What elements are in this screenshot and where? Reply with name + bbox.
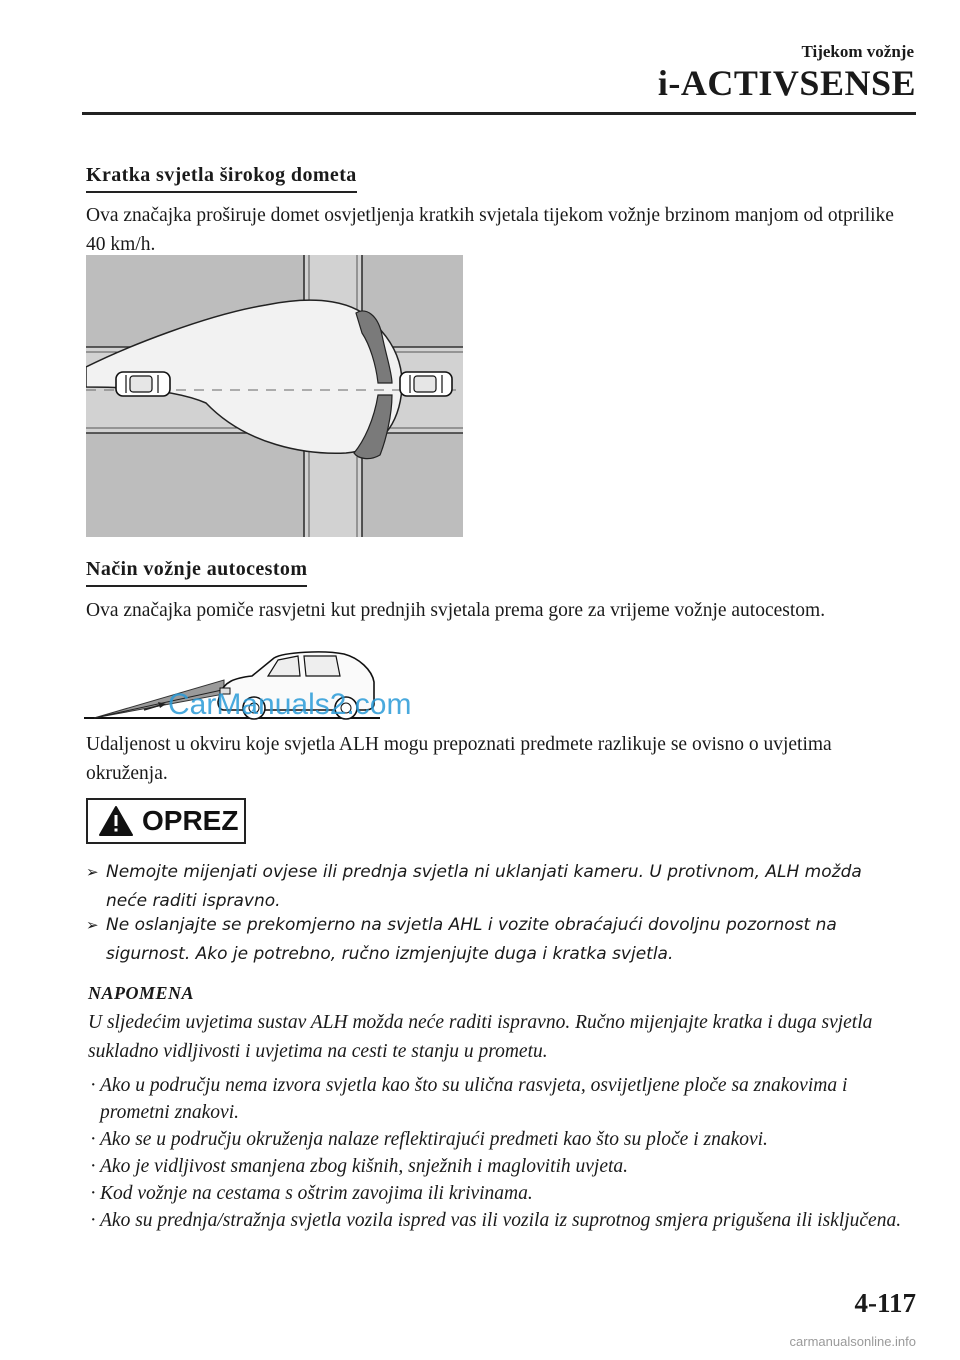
intersection-illustration	[86, 255, 463, 537]
caution-item-text: Ne oslanjajte se prekomjerno na svjetla AHL i vozite obraćajući dovoljnu pozornost na sigurnost. Ako je potrebno, ručno izmjenjujte duga i kratka svjetla.	[106, 915, 837, 964]
caution-item	[86, 858, 906, 916]
section-body-motorway-mode: Ova značajka pomiče rasvjetni kut prednjih svjetala prema gore za vrijeme vožnje autocestom.	[86, 600, 826, 621]
page-number: 4-117	[854, 1288, 916, 1318]
note-bullet	[88, 1072, 908, 1126]
note-bullet	[88, 1153, 908, 1180]
caution-label: OPREZ	[142, 805, 239, 836]
footer-watermark: carmanualsonline.info	[789, 1334, 916, 1349]
header-section-label: Tijekom vožnje	[801, 42, 914, 61]
caution-item	[86, 911, 906, 969]
note-bullet-text: Ako se u području okruženja nalaze reflektirajući predmeti kao što su ploče i znakovi.	[100, 1129, 768, 1150]
caution-badge	[86, 798, 246, 844]
bullet-dot-icon: ·	[90, 1156, 97, 1177]
watermark-text: CarManuals2.com	[168, 688, 412, 721]
note-bullet-text: Ako je vidljivost smanjena zbog kišnih, snježnih i maglovitih uvjeta.	[100, 1156, 629, 1177]
header-chapter-title: i-ACTIVSENSE	[657, 63, 916, 103]
note-bullet-text: Kod vožnje na cestama s oštrim zavojima ili krivinama.	[100, 1183, 533, 1204]
note-bullet-text: Ako su prednja/stražnja svjetla vozila ispred vas ili vozila iz suprotnog smjera prigušena ili isključena.	[100, 1210, 902, 1231]
section-title-motorway-mode: Način vožnje autocestom	[86, 558, 307, 587]
bullet-dot-icon: ·	[90, 1210, 97, 1231]
note-bullet	[88, 1180, 908, 1207]
caution-item-text: Nemojte mijenjati ovjese ili prednja svjetla ni uklanjati kameru. U protivnom, ALH možda neće raditi ispravno.	[106, 862, 862, 911]
bullet-dot-icon: ·	[90, 1183, 97, 1204]
header-rule	[82, 112, 916, 115]
bullet-dot-icon: ·	[90, 1075, 97, 1096]
bullet-dot-icon: ·	[90, 1129, 97, 1150]
section-title-wide-range-low-beam: Kratka svjetla širokog dometa	[86, 164, 357, 193]
note-bullet	[88, 1207, 908, 1234]
note-bullet	[88, 1126, 908, 1153]
arrow-bullet-icon: ➢	[86, 863, 99, 881]
arrow-bullet-icon: ➢	[86, 916, 99, 934]
section-body-wide-range-low-beam: Ova značajka proširuje domet osvjetljenja kratkih svjetala tijekom vožnje brzinom manjom od otprilike 40 km/h.	[86, 205, 894, 255]
note-bullet-text: Ako u području nema izvora svjetla kao što su ulična rasvjeta, osvijetljene ploče sa znakovima i prometni znakovi.	[100, 1075, 848, 1123]
warning-triangle-icon	[98, 805, 134, 837]
note-title: NAPOMENA	[88, 983, 195, 1003]
alh-range-paragraph: Udaljenost u okviru koje svjetla ALH mogu prepoznati predmete razlikuje se ovisno o uvjetima okruženja.	[86, 734, 832, 784]
note-intro: U sljedećim uvjetima sustav ALH možda neće raditi ispravno. Ručno mijenjajte kratka i duga svjetla sukladno vidljivosti i uvjetima na cesti te stanju u prometu.	[88, 1012, 873, 1062]
